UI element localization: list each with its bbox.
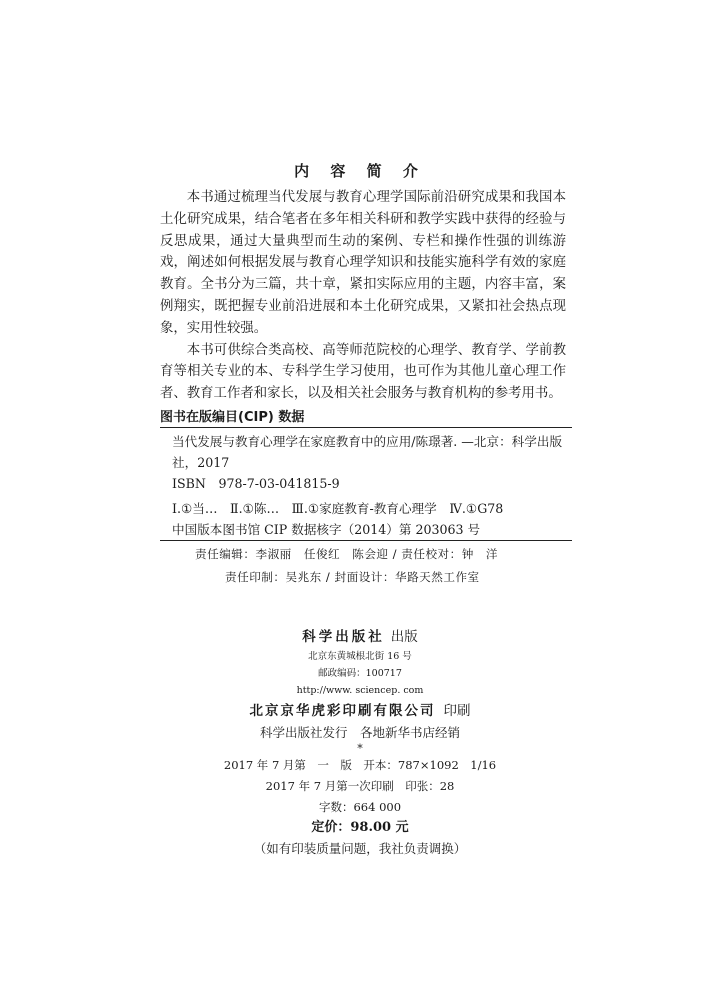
publisher-url: http://www. sciencep. com [296, 685, 424, 696]
page-title: 内 容 简 介 [294, 162, 426, 180]
publisher-name: 科学出版社 [302, 629, 385, 645]
summary-paragraph: 本书可供综合类高校、高等师范院校的心理学、教育学、学前教育等相关专业的本、专科学生学习使用，也可作为其他儿童心理工作者、教育工作者和家长，以及相关社会服务与教育机构的参考用书。 [160, 342, 566, 402]
editor-line: 责任印制：吴兆东 / 封面设计：华路天然工作室 [225, 570, 480, 584]
distribution: 科学出版社发行 各地新华书店经销 [259, 725, 460, 740]
word-count: 字数：664 000 [318, 800, 402, 814]
printer-name: 北京京华虎彩印刷有限公司 [249, 703, 436, 719]
imprint-block [0, 626, 720, 860]
postcode: 邮政编码：100717 [318, 668, 402, 679]
publisher-line [0, 626, 720, 648]
editor-credits [195, 543, 595, 589]
cip-top-rule [160, 427, 572, 428]
publisher-suffix: 出版 [390, 629, 418, 645]
cip-heading: 图书在版编目(CIP) 数据 [160, 410, 305, 425]
publisher-address: 北京东黄城根北街 16 号 [308, 651, 412, 662]
cip-block [172, 431, 572, 540]
quality-note: （如有印装质量问题，我社负责调换） [253, 841, 467, 856]
cip-classification: Ⅰ.①当… Ⅱ.①陈… Ⅲ.①家庭教育-教育心理学 Ⅳ.①G78 [172, 501, 504, 516]
cip-isbn: ISBN 978-7-03-041815-9 [172, 476, 340, 491]
edition-info: 2017 年 7 月第 一 版 开本：787×1092 1/16 [223, 758, 497, 772]
editor-line: 责任编辑：李淑丽 任俊红 陈会迎 / 责任校对：钟 洋 [195, 547, 499, 561]
summary-section [160, 187, 566, 405]
printing-info: 2017 年 7 月第一次印刷 印张：28 [265, 779, 455, 793]
cip-number: 中国版本图书馆 CIP 数据核字（2014）第 203063 号 [172, 522, 481, 537]
summary-paragraph: 本书通过梳理当代发展与教育心理学国际前沿研究成果和我国本土化研究成果，结合笔者在多年相关科研和教学实践中获得的经验与反思成果，通过大量典型而生动的案例、专栏和操作性强的训练游戏，阐述如何根据发展与教育心理学知识和技能实施科学有效的家庭教育。全书分为三篇，共十章，紧扣实际应用的主题，内容丰富，案例翔实，既把握专业前沿进展和本土化研究成果，又紧扣社会热点现象，实用性较强。 [160, 190, 566, 336]
separator-star: * [357, 742, 363, 755]
price: 定价：98.00 元 [311, 820, 409, 835]
cip-bottom-rule [160, 540, 572, 541]
printer-suffix: 印刷 [443, 703, 471, 719]
cip-entry: 当代发展与教育心理学在家庭教育中的应用/陈璟著. —北京：科学出版社，2017 [172, 434, 563, 470]
printer-line [0, 699, 720, 723]
